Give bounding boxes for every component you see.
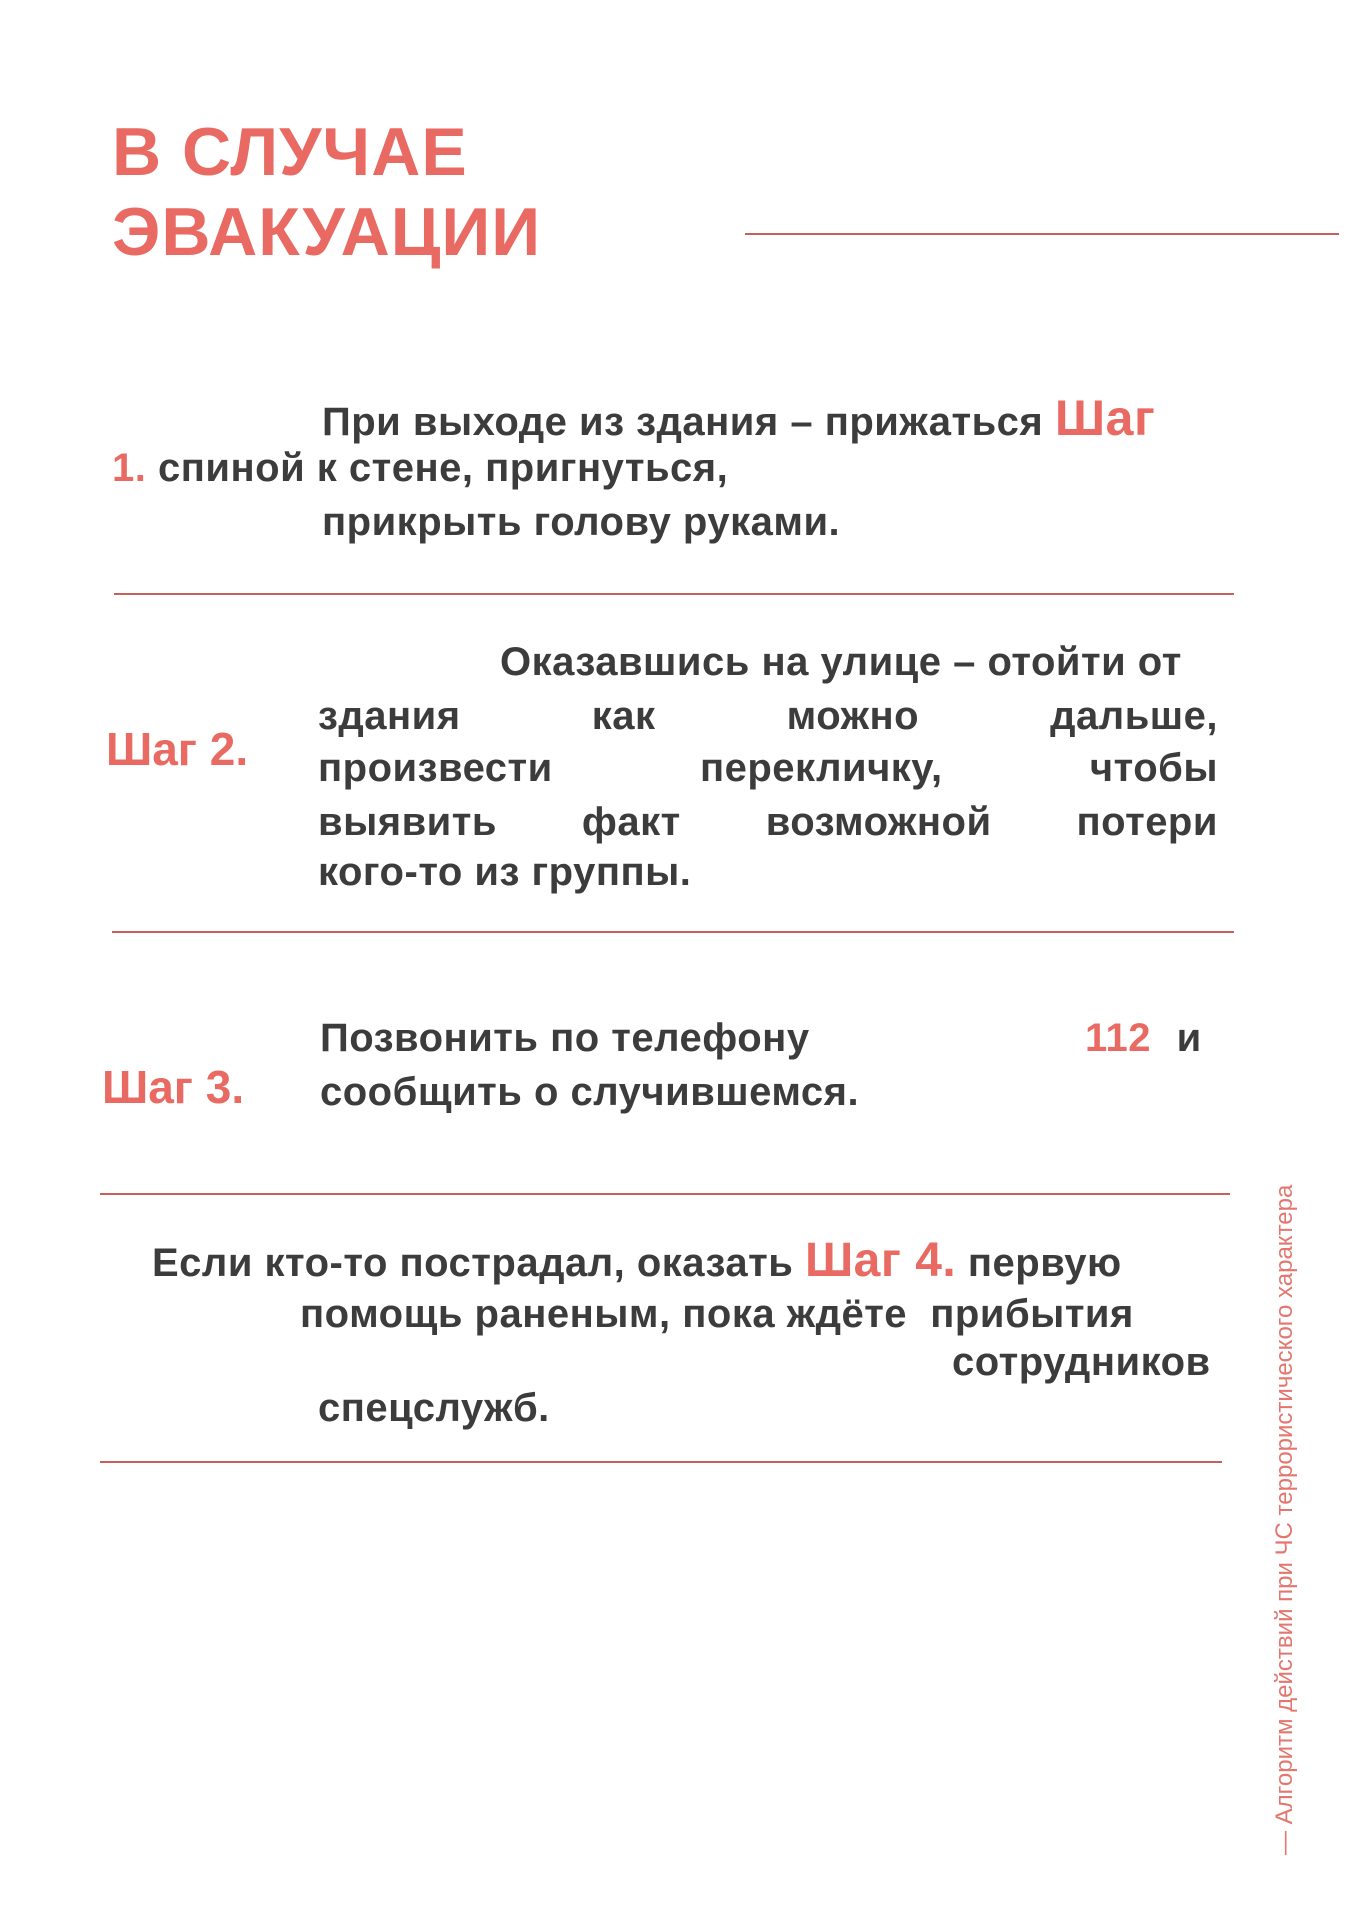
step4-text-before: Если кто-то пострадал, оказать: [152, 1241, 794, 1285]
step1-text-2: спиной к стене, пригнуться,: [157, 446, 729, 490]
step4-divider: [100, 1461, 1222, 1463]
emergency-number: 112: [1085, 1016, 1152, 1060]
step2-word: произвести: [318, 746, 553, 790]
step4-line-2: помощь раненым, пока ждёте прибытия: [300, 1292, 1134, 1336]
step1-label-part1: Шаг: [1054, 390, 1156, 446]
step2-word: можно: [786, 694, 920, 738]
page-title: [112, 112, 541, 272]
step3-divider: [100, 1193, 1230, 1195]
step4-line-1: [152, 1235, 1122, 1289]
step2-word: возможной: [765, 800, 992, 844]
step2-word: как: [591, 694, 656, 738]
step2-line-1: Оказавшись на улице – отойти от: [500, 640, 1182, 684]
step1-divider: [114, 593, 1234, 595]
step3-line-1: Позвонить по телефону: [320, 1016, 810, 1060]
step2-word: здания: [318, 694, 461, 738]
step4-text-after: первую: [967, 1241, 1122, 1285]
step2-line-2: [318, 690, 1218, 742]
step3-number-line: [1085, 1012, 1202, 1064]
step3-line-2: сообщить о случившемся.: [320, 1070, 860, 1114]
title-line-1: В СЛУЧАЕ: [112, 114, 468, 190]
step2-divider: [112, 931, 1234, 933]
step3-label: Шаг 3.: [102, 1061, 245, 1113]
step2-line-3: [318, 742, 1218, 794]
step1-text-3: прикрыть голову руками.: [322, 500, 841, 544]
step2-line-5: кого-то из группы.: [318, 850, 692, 894]
step1-text-1: При выходе из здания – прижаться: [322, 400, 1044, 444]
step4-line-4: спецслужб.: [318, 1386, 550, 1430]
step2-word: потери: [1076, 800, 1218, 844]
step2-word: факт: [581, 800, 681, 844]
step4-line-3: сотрудников: [952, 1340, 1211, 1384]
step2-line-4: [318, 796, 1218, 848]
step4-label: Шаг 4.: [804, 1234, 957, 1287]
step1-line-1: [322, 392, 1155, 448]
step2-word: выявить: [318, 800, 497, 844]
step1-line-3: [322, 496, 840, 548]
title-line-2: ЭВАКУАЦИИ: [112, 194, 542, 270]
step2-word: перекличку,: [699, 746, 943, 790]
title-divider: [745, 233, 1339, 235]
step2-word: чтобы: [1089, 746, 1218, 790]
step3-conj: и: [1176, 1016, 1202, 1060]
step1-label-part2: 1.: [112, 446, 147, 490]
step1-line-2: [112, 442, 728, 494]
step2-label: Шаг 2.: [106, 723, 249, 775]
step2-word: дальше,: [1050, 694, 1218, 738]
side-caption: — Алгоритм действий при ЧС террористического характера: [1271, 1184, 1298, 1855]
